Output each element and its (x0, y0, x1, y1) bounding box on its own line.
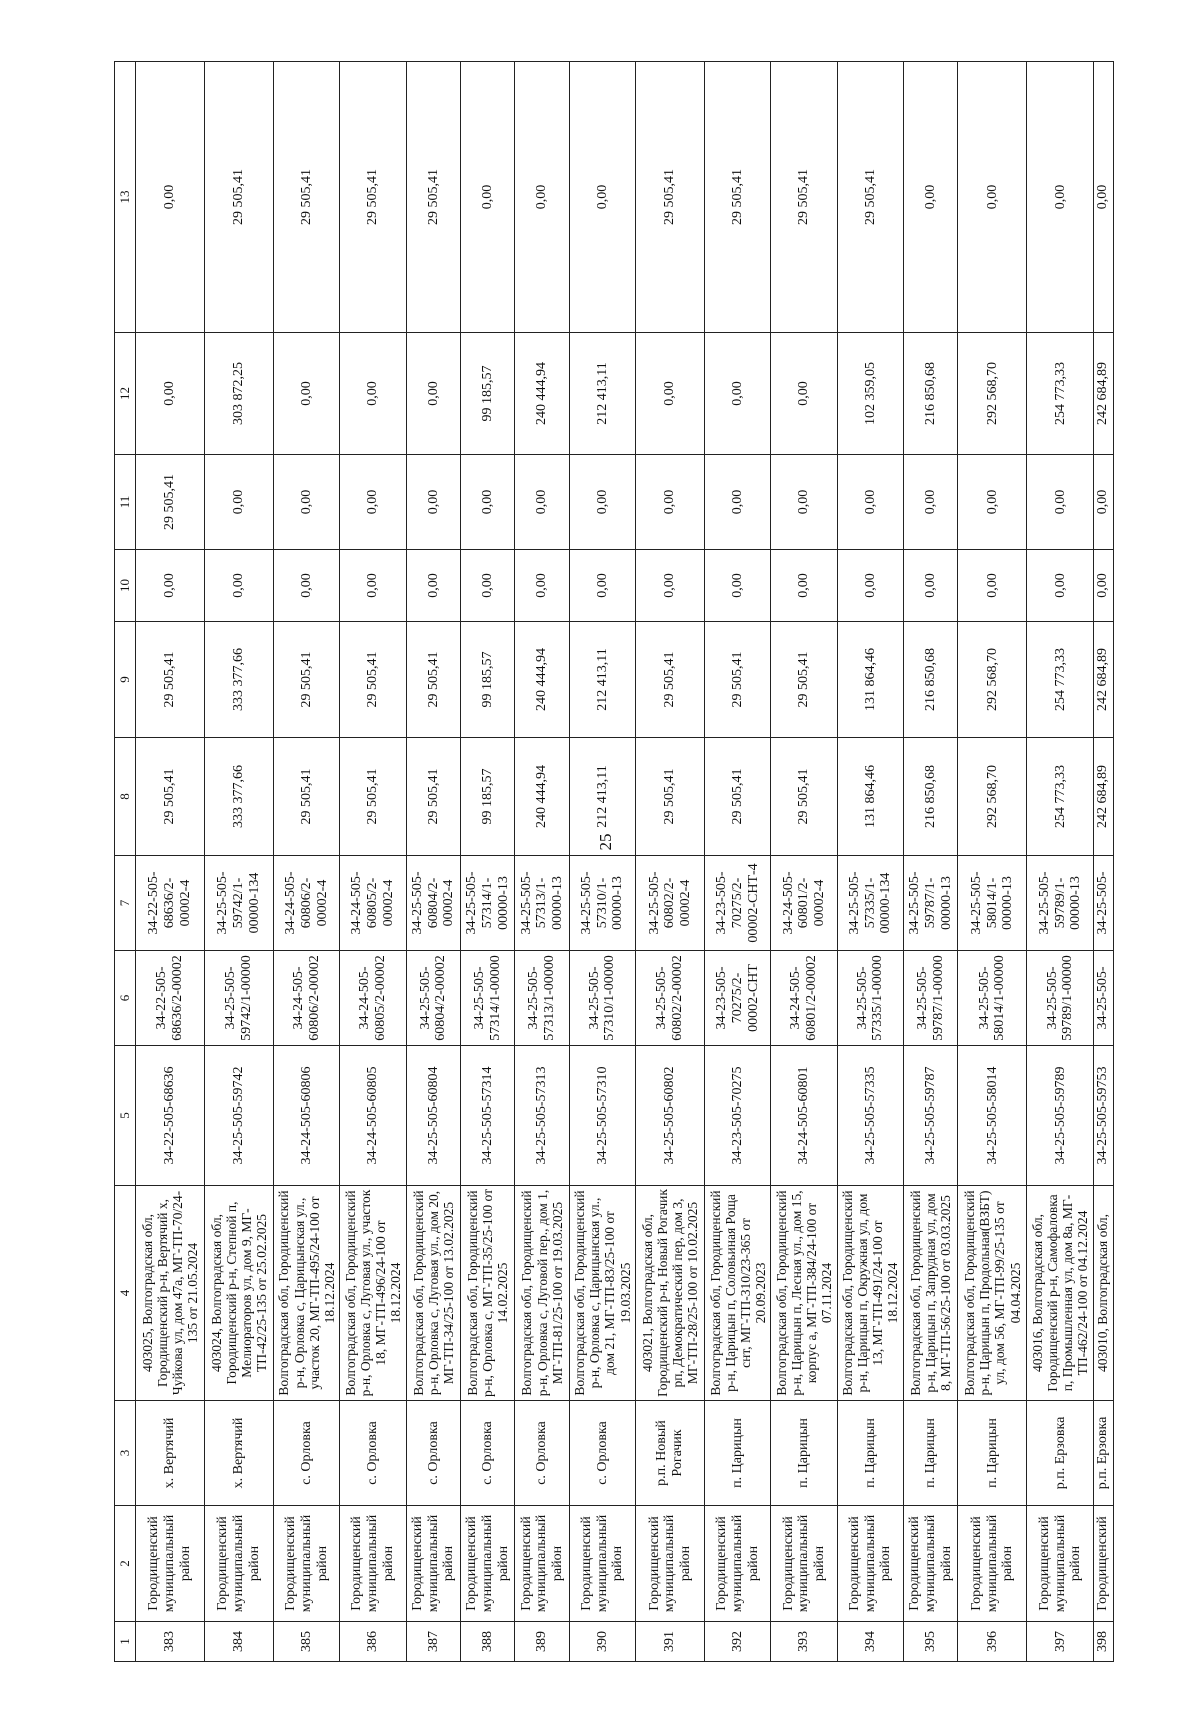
amount-col-9: 29 505,41 (340, 622, 406, 738)
amount-col-13: 29 505,41 (340, 62, 406, 333)
amount-col-9: 29 505,41 (771, 622, 837, 738)
object-code-part: 34-25-505-60804/2-00002 (406, 951, 460, 1046)
column-number: 7 (115, 856, 136, 951)
amount-col-9: 29 505,41 (636, 622, 705, 738)
address-contract: 403016, Волгоградская обл, Городищенский р-н, Самофаловка п, Промышленная ул, дом 8а, МГ-ТП-462/24-100 от 04.12.2024 (1027, 1186, 1094, 1401)
object-code: 34-25-505-57335 (837, 1046, 903, 1186)
municipal-district: Городищенский муниципальный район (274, 1506, 340, 1622)
amount-col-8: 29 505,41 (771, 738, 837, 856)
amount-col-8: 99 185,57 (461, 738, 515, 856)
table-row (837, 62, 903, 1662)
amount-col-13: 0,00 (904, 62, 958, 333)
object-code-full: 34-25-505-60804/2-00002-4 (406, 856, 460, 951)
address-contract: Волгоградская обл, Городищенский р-н, Орловка с, Царицынская ул., участок 20, МГ-ТП-495/24-100 от 18.12.2024 (274, 1186, 340, 1401)
municipal-district: Городищенский муниципальный район (205, 1506, 274, 1622)
column-number: 5 (115, 1046, 136, 1186)
municipal-district: Городищенский муниципальный район (406, 1506, 460, 1622)
settlement: с. Орловка (274, 1401, 340, 1506)
row-number: 388 (461, 1622, 515, 1662)
object-code: 34-25-505-59789 (1027, 1046, 1094, 1186)
amount-col-10: 0,00 (705, 550, 771, 622)
column-number: 13 (115, 62, 136, 333)
row-number: 385 (274, 1622, 340, 1662)
amount-col-8: 29 505,41 (705, 738, 771, 856)
object-code-full: 34-25-505-60802/2-00002-4 (636, 856, 705, 951)
table-row (636, 62, 705, 1662)
address-contract: Волгоградская обл, Городищенский р-н, Орловка с, Луговая ул., участок 18, МГ-ТП-496/24-100 от 18.12.2024 (340, 1186, 406, 1401)
amount-col-10: 0,00 (515, 550, 569, 622)
amount-col-11: 0,00 (406, 455, 460, 550)
amount-col-11: 0,00 (904, 455, 958, 550)
object-code: 34-24-505-60801 (771, 1046, 837, 1186)
amount-col-12: 303 872,25 (205, 333, 274, 455)
settlement: с. Орловка (461, 1401, 515, 1506)
amount-col-12: 216 850,68 (904, 333, 958, 455)
amount-col-11: 0,00 (837, 455, 903, 550)
municipal-district: Городищенский муниципальный район (515, 1506, 569, 1622)
amount-col-11: 0,00 (340, 455, 406, 550)
amount-col-8: 29 505,41 (274, 738, 340, 856)
amount-col-11: 0,00 (1094, 455, 1114, 550)
object-code: 34-22-505-68636 (136, 1046, 205, 1186)
municipal-district: Городищенский муниципальный район (136, 1506, 205, 1622)
column-number: 4 (115, 1186, 136, 1401)
amount-col-12: 0,00 (340, 333, 406, 455)
address-contract: Волгоградская обл, Городищенский р-н, Царицын п, Запрудная ул, дом 8, МГ-ТП-56/25-100 от 03.03.2025 (904, 1186, 958, 1401)
amount-col-9: 131 864,46 (837, 622, 903, 738)
row-number: 397 (1027, 1622, 1094, 1662)
address-contract: Волгоградская обл, Городищенский р-н, Орловка с, Луговая ул., дом 20, МГ-ТП-34/25-100 от 13.02.2025 (406, 1186, 460, 1401)
object-code-full: 34-25-505-59742/1-00000-134 (205, 856, 274, 951)
column-number: 11 (115, 455, 136, 550)
amount-col-8: 254 773,33 (1027, 738, 1094, 856)
amount-col-13: 29 505,41 (205, 62, 274, 333)
municipal-district: Городищенский муниципальный район (904, 1506, 958, 1622)
amount-col-13: 0,00 (461, 62, 515, 333)
row-number: 391 (636, 1622, 705, 1662)
amount-col-12: 0,00 (406, 333, 460, 455)
table-row (1027, 62, 1094, 1662)
amount-col-8: 29 505,41 (406, 738, 460, 856)
amount-col-9: 99 185,57 (461, 622, 515, 738)
row-number: 398 (1094, 1622, 1114, 1662)
amount-col-10: 0,00 (771, 550, 837, 622)
rotated-table-container (114, 62, 1114, 1662)
amount-col-10: 0,00 (904, 550, 958, 622)
amount-col-8: 216 850,68 (904, 738, 958, 856)
object-code-part: 34-25-505-57313/1-00000 (515, 951, 569, 1046)
settlement: п. Царицын (771, 1401, 837, 1506)
amount-col-11: 0,00 (205, 455, 274, 550)
amount-col-9: 29 505,41 (406, 622, 460, 738)
table-row (1094, 62, 1114, 1662)
amount-col-13: 0,00 (1094, 62, 1114, 333)
table-row (340, 62, 406, 1662)
amount-col-9: 254 773,33 (1027, 622, 1094, 738)
amount-col-8: 212 413,11 (569, 738, 635, 856)
amount-col-9: 333 377,66 (205, 622, 274, 738)
amount-col-10: 0,00 (636, 550, 705, 622)
object-code-full: 34-25-505-59787/1-00000-13 (904, 856, 958, 951)
object-code-full: 34-25-505-57310/1-00000-13 (569, 856, 635, 951)
municipal-district: Городищенский (1094, 1506, 1114, 1622)
address-contract: Волгоградская обл, Городищенский р-н, Царицын п, Продольная(ВЗБТ) ул, дом 56, МГ-ТП-99/25-135 от 04.04.2025 (958, 1186, 1027, 1401)
row-number: 395 (904, 1622, 958, 1662)
object-code-part: 34-22-505-68636/2-00002 (136, 951, 205, 1046)
row-number: 393 (771, 1622, 837, 1662)
object-code-full: 34-24-505-60806/2-00002-4 (274, 856, 340, 951)
row-number: 386 (340, 1622, 406, 1662)
municipal-district: Городищенский муниципальный район (569, 1506, 635, 1622)
amount-col-12: 292 568,70 (958, 333, 1027, 455)
object-code-full: 34-25-505-58014/1-00000-13 (958, 856, 1027, 951)
amount-col-13: 29 505,41 (406, 62, 460, 333)
settlement: с. Орловка (340, 1401, 406, 1506)
amount-col-10: 0,00 (461, 550, 515, 622)
amount-col-12: 254 773,33 (1027, 333, 1094, 455)
amount-col-13: 29 505,41 (274, 62, 340, 333)
table-row (958, 62, 1027, 1662)
amount-col-10: 0,00 (837, 550, 903, 622)
settlement: р.п. Новый Рогачик (636, 1401, 705, 1506)
row-number: 390 (569, 1622, 635, 1662)
settlement: п. Царицын (705, 1401, 771, 1506)
amount-col-12: 240 444,94 (515, 333, 569, 455)
object-code-part: 34-25-505- (1094, 951, 1114, 1046)
object-code-full: 34-25-505-57314/1-00000-13 (461, 856, 515, 951)
amount-col-13: 0,00 (1027, 62, 1094, 333)
address-contract: Волгоградская обл, Городищенский р-н, Царицын п, Лесная ул., дом 15, корпус а, МГ-ТП-384/24-100 от 07.11.2024 (771, 1186, 837, 1401)
amount-col-10: 0,00 (136, 550, 205, 622)
address-contract: Волгоградская обл, Городищенский р-н, Царицын п, Соловьиная Роща снт, МГ-ТП-310/23-365 от 20.09.2023 (705, 1186, 771, 1401)
object-code: 34-25-505-60804 (406, 1046, 460, 1186)
amount-col-10: 0,00 (274, 550, 340, 622)
settlement: с. Орловка (515, 1401, 569, 1506)
address-contract: 403010, Волгоградская обл, (1094, 1186, 1114, 1401)
address-contract: Волгоградская обл, Городищенский р-н, Царицын п, Окружная ул, дом 13, МГ-ТП-491/24-100 от 18.12.2024 (837, 1186, 903, 1401)
object-code: 34-25-505-60802 (636, 1046, 705, 1186)
amount-col-8: 333 377,66 (205, 738, 274, 856)
amount-col-13: 29 505,41 (705, 62, 771, 333)
amount-col-10: 0,00 (569, 550, 635, 622)
object-code-full: 34-23-505-70275/2-00002-СНТ-4 (705, 856, 771, 951)
table-row (274, 62, 340, 1662)
object-code-full: 34-24-505-60805/2-00002-4 (340, 856, 406, 951)
settlement: х. Вертячий (205, 1401, 274, 1506)
amount-col-9: 242 684,89 (1094, 622, 1114, 738)
object-code-full: 34-25-505-57335/1-00000-134 (837, 856, 903, 951)
amount-col-8: 242 684,89 (1094, 738, 1114, 856)
address-contract: 403024, Волгоградская обл, Городищенский р-н, Степной п, Мелиораторов ул, дом 9, МГ-ТП-42/25-135 от 25.02.2025 (205, 1186, 274, 1401)
amount-col-13: 29 505,41 (837, 62, 903, 333)
column-number: 9 (115, 622, 136, 738)
table-row (705, 62, 771, 1662)
column-number: 3 (115, 1401, 136, 1506)
object-code-part: 34-25-505-60802/2-00002 (636, 951, 705, 1046)
amount-col-13: 29 505,41 (771, 62, 837, 333)
column-number-row (115, 62, 136, 1662)
amount-col-11: 0,00 (636, 455, 705, 550)
object-code: 34-24-505-60805 (340, 1046, 406, 1186)
object-code: 34-25-505-57313 (515, 1046, 569, 1186)
amount-col-13: 0,00 (515, 62, 569, 333)
settlement: с. Орловка (406, 1401, 460, 1506)
amount-col-9: 29 505,41 (705, 622, 771, 738)
address-contract: 403025, Волгоградская обл, Городищенский р-н, Вертячий х, Чуйкова ул, дом 47а, МГ-ТП-70/24-135 от 21.05.2024 (136, 1186, 205, 1401)
amount-col-9: 240 444,94 (515, 622, 569, 738)
amount-col-9: 29 505,41 (274, 622, 340, 738)
page-number: 25 (596, 833, 615, 851)
object-code: 34-24-505-60806 (274, 1046, 340, 1186)
municipal-district: Городищенский муниципальный район (705, 1506, 771, 1622)
settlement: п. Царицын (958, 1401, 1027, 1506)
object-code-full: 34-25-505-57313/1-00000-13 (515, 856, 569, 951)
object-code: 34-25-505-59753 (1094, 1046, 1114, 1186)
table-row (569, 62, 635, 1662)
object-code: 34-25-505-57314 (461, 1046, 515, 1186)
object-code: 34-25-505-59742 (205, 1046, 274, 1186)
address-contract: 403021, Волгоградская обл, Городищенский р-н, Новый Рогачик рп, Демократический пер, дом 3, МГ-ТП-28/25-100 от 10.02.2025 (636, 1186, 705, 1401)
table-row (461, 62, 515, 1662)
row-number: 389 (515, 1622, 569, 1662)
amount-col-13: 0,00 (958, 62, 1027, 333)
amount-col-9: 212 413,11 (569, 622, 635, 738)
object-code-full: 34-24-505-60801/2-00002-4 (771, 856, 837, 951)
object-code-part: 34-25-505-59787/1-00000 (904, 951, 958, 1046)
column-number: 6 (115, 951, 136, 1046)
amount-col-11: 0,00 (461, 455, 515, 550)
amount-col-8: 29 505,41 (136, 738, 205, 856)
table-row (515, 62, 569, 1662)
amount-col-10: 0,00 (205, 550, 274, 622)
amount-col-8: 131 864,46 (837, 738, 903, 856)
amount-col-12: 0,00 (705, 333, 771, 455)
data-table (114, 61, 1114, 1662)
amount-col-12: 102 359,05 (837, 333, 903, 455)
amount-col-12: 0,00 (771, 333, 837, 455)
table-row (136, 62, 205, 1662)
object-code-part: 34-23-505-70275/2-00002-СНТ (705, 951, 771, 1046)
amount-col-9: 216 850,68 (904, 622, 958, 738)
row-number: 394 (837, 1622, 903, 1662)
amount-col-10: 0,00 (958, 550, 1027, 622)
amount-col-12: 0,00 (136, 333, 205, 455)
table-body (136, 62, 1114, 1662)
row-number: 396 (958, 1622, 1027, 1662)
amount-col-13: 29 505,41 (636, 62, 705, 333)
amount-col-10: 0,00 (406, 550, 460, 622)
object-code-part: 34-25-505-59789/1-00000 (1027, 951, 1094, 1046)
settlement: р.п. Ерзовка (1094, 1401, 1114, 1506)
column-number: 2 (115, 1506, 136, 1622)
settlement: п. Царицын (837, 1401, 903, 1506)
settlement: р.п. Ерзовка (1027, 1401, 1094, 1506)
amount-col-11: 0,00 (958, 455, 1027, 550)
table-row (904, 62, 958, 1662)
row-number: 383 (136, 1622, 205, 1662)
amount-col-11: 0,00 (274, 455, 340, 550)
object-code: 34-25-505-58014 (958, 1046, 1027, 1186)
object-code-full: 34-25-505-59789/1-00000-13 (1027, 856, 1094, 951)
amount-col-9: 292 568,70 (958, 622, 1027, 738)
object-code: 34-23-505-70275 (705, 1046, 771, 1186)
settlement: с. Орловка (569, 1401, 635, 1506)
amount-col-13: 0,00 (569, 62, 635, 333)
table-row (406, 62, 460, 1662)
address-contract: Волгоградская обл, Городищенский р-н, Орловка с, МГ-ТП-35/25-100 от 14.02.2025 (461, 1186, 515, 1401)
amount-col-8: 29 505,41 (340, 738, 406, 856)
amount-col-10: 0,00 (1094, 550, 1114, 622)
object-code-part: 34-24-505-60805/2-00002 (340, 951, 406, 1046)
row-number: 387 (406, 1622, 460, 1662)
table-row (771, 62, 837, 1662)
settlement: п. Царицын (904, 1401, 958, 1506)
municipal-district: Городищенский муниципальный район (636, 1506, 705, 1622)
row-number: 384 (205, 1622, 274, 1662)
amount-col-11: 0,00 (1027, 455, 1094, 550)
column-number: 8 (115, 738, 136, 856)
column-number: 12 (115, 333, 136, 455)
object-code-full: 34-25-505- (1094, 856, 1114, 951)
amount-col-12: 0,00 (274, 333, 340, 455)
municipal-district: Городищенский муниципальный район (461, 1506, 515, 1622)
table-row (205, 62, 274, 1662)
amount-col-10: 0,00 (1027, 550, 1094, 622)
municipal-district: Городищенский муниципальный район (958, 1506, 1027, 1622)
object-code-part: 34-25-505-58014/1-00000 (958, 951, 1027, 1046)
amount-col-11: 0,00 (771, 455, 837, 550)
object-code-part: 34-25-505-59742/1-00000 (205, 951, 274, 1046)
object-code: 34-25-505-59787 (904, 1046, 958, 1186)
amount-col-11: 29 505,41 (136, 455, 205, 550)
object-code-part: 34-25-505-57310/1-00000 (569, 951, 635, 1046)
address-contract: Волгоградская обл, Городищенский р-н, Орловка с, Царицынская ул., дом 21, МГ-ТП-83/25-100 от 19.03.2025 (569, 1186, 635, 1401)
amount-col-8: 29 505,41 (636, 738, 705, 856)
object-code: 34-25-505-57310 (569, 1046, 635, 1186)
amount-col-12: 0,00 (636, 333, 705, 455)
municipal-district: Городищенский муниципальный район (1027, 1506, 1094, 1622)
municipal-district: Городищенский муниципальный район (837, 1506, 903, 1622)
object-code-part: 34-25-505-57335/1-00000 (837, 951, 903, 1046)
amount-col-12: 212 413,11 (569, 333, 635, 455)
amount-col-11: 0,00 (515, 455, 569, 550)
column-number: 10 (115, 550, 136, 622)
municipal-district: Городищенский муниципальный район (771, 1506, 837, 1622)
object-code-full: 34-22-505-68636/2-00002-4 (136, 856, 205, 951)
column-number: 1 (115, 1622, 136, 1662)
object-code-part: 34-24-505-60806/2-00002 (274, 951, 340, 1046)
amount-col-10: 0,00 (340, 550, 406, 622)
object-code-part: 34-25-505-57314/1-00000 (461, 951, 515, 1046)
amount-col-12: 99 185,57 (461, 333, 515, 455)
amount-col-13: 0,00 (136, 62, 205, 333)
settlement: х. Вертячий (136, 1401, 205, 1506)
amount-col-12: 242 684,89 (1094, 333, 1114, 455)
object-code-part: 34-24-505-60801/2-00002 (771, 951, 837, 1046)
municipal-district: Городищенский муниципальный район (340, 1506, 406, 1622)
amount-col-9: 29 505,41 (136, 622, 205, 738)
address-contract: Волгоградская обл, Городищенский р-н, Орловка с, Луговой пер., дом 1, МГ-ТП-81/25-100 от 19.03.2025 (515, 1186, 569, 1401)
amount-col-11: 0,00 (705, 455, 771, 550)
amount-col-8: 292 568,70 (958, 738, 1027, 856)
amount-col-11: 0,00 (569, 455, 635, 550)
row-number: 392 (705, 1622, 771, 1662)
amount-col-8: 240 444,94 (515, 738, 569, 856)
